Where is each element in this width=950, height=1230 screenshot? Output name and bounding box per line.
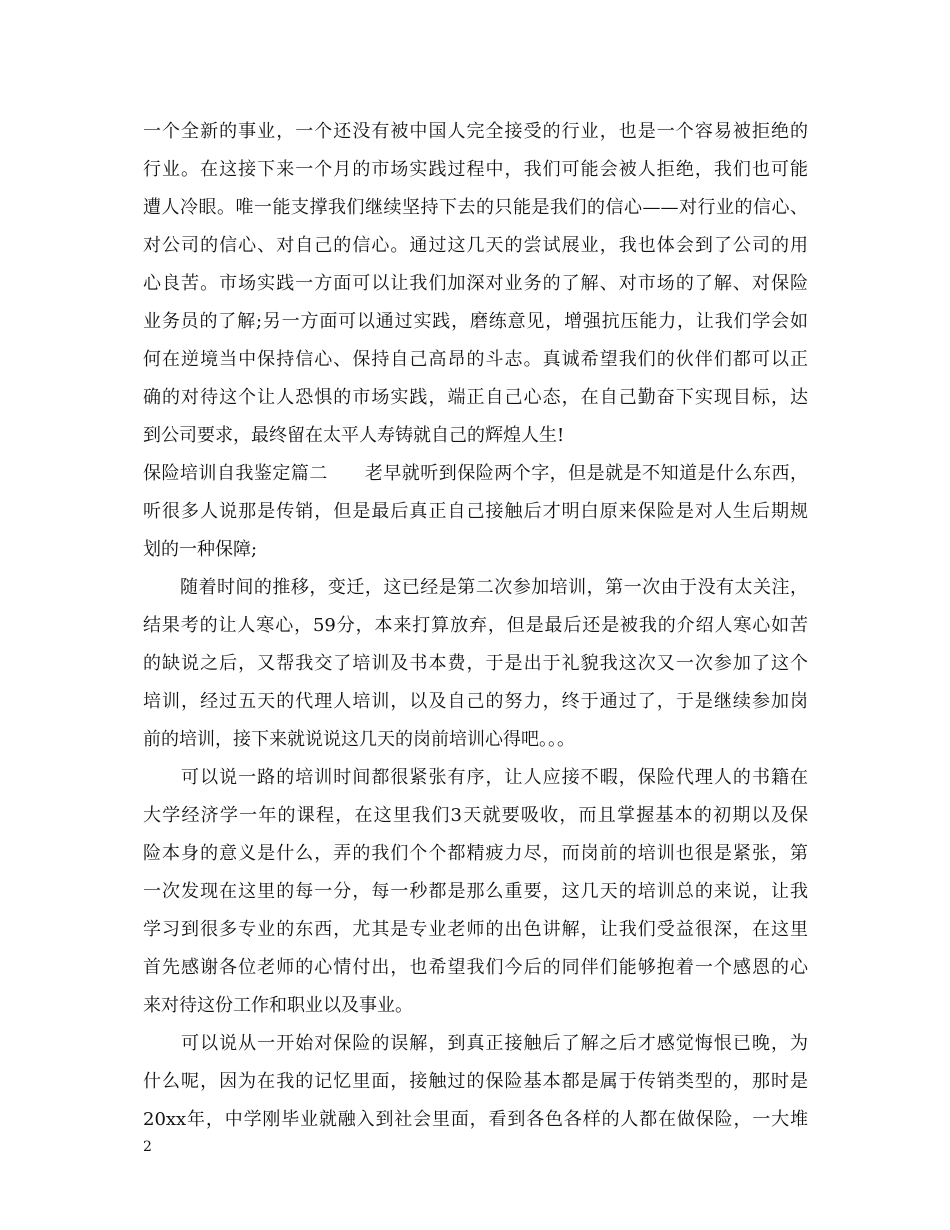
text-line: 可以说从一开始对保险的误解，到真正接触后了解之后才感觉悔恨已晚，为	[143, 1033, 808, 1054]
text-line: 首先感谢各位老师的心情付出，也希望我们今后的同伴们能够抱着一个感恩的心	[143, 957, 808, 978]
text-line: 什么呢，因为在我的记忆里面，接触过的保险基本都是属于传销类型的，那时是	[143, 1071, 808, 1092]
text-line: 划的一种保障;	[143, 539, 258, 560]
text-line: 一次发现在这里的每一分，每一秒都是那么重要，这几天的培训总的来说，让我	[143, 881, 808, 902]
text-line: 来对待这份工作和职业以及事业。	[143, 995, 413, 1016]
text-line: 确的对待这个让人恐惧的市场实践，端正自己心态，在自己勤奋下实现目标，达	[143, 387, 808, 408]
text-line: 可以说一路的培训时间都很紧张有序，让人应接不暇，保险代理人的书籍在	[143, 767, 808, 788]
text-line: 对公司的信心、对自己的信心。通过这几天的尝试展业，我也体会到了公司的用	[143, 235, 808, 256]
text-line: 何在逆境当中保持信心、保持自己高昂的斗志。真诚希望我们的伙伴们都可以正	[143, 349, 808, 370]
text-line: 听很多人说那是传销，但是最后真正自己接触后才明白原来保险是对人生后期规	[143, 501, 808, 522]
text-line: 险本身的意义是什么，弄的我们个个都精疲力尽，而岗前的培训也很是紧张，第	[143, 843, 808, 864]
text-line: 的缺说之后，又帮我交了培训及书本费，于是出于礼貌我这次又一次参加了这个	[143, 653, 808, 674]
text-line: 心良苦。市场实践一方面可以让我们加深对业务的了解、对市场的了解、对保险	[143, 273, 808, 294]
text-line: 培训，经过五天的代理人培训，以及自己的努力，终于通过了，于是继续参加岗	[143, 691, 808, 712]
text-line: 行业。在这接下来一个月的市场实践过程中，我们可能会被人拒绝，我们也可能	[143, 159, 808, 180]
text-line: 业务员的了解;另一方面可以通过实践，磨练意见，增强抗压能力，让我们学会如	[143, 311, 808, 332]
text-line: 保险培训自我鉴定篇二 老早就听到保险两个字，但是就是不知道是什么东西，	[143, 463, 808, 484]
text-line: 到公司要求，最终留在太平人寿铸就自己的辉煌人生!	[143, 425, 565, 446]
text-line: 结果考的让人寒心，59分，本来打算放弃，但是最后还是被我的介绍人寒心如苦	[143, 615, 808, 636]
text-line: 一个全新的事业，一个还没有被中国人完全接受的行业，也是一个容易被拒绝的	[143, 121, 808, 142]
text-line: 遭人冷眼。唯一能支撑我们继续坚持下去的只能是我们的信心——对行业的信心、	[143, 197, 808, 218]
text-line: 前的培训，接下来就说说这几天的岗前培训心得吧。。。	[143, 729, 575, 750]
text-line: 学习到很多专业的东西，尤其是专业老师的出色讲解，让我们受益很深，在这里	[143, 919, 808, 940]
text-line: 大学经济学一年的课程，在这里我们3天就要吸收，而且掌握基本的初期以及保	[143, 805, 808, 826]
text-line: 随着时间的推移，变迁，这已经是第二次参加培训，第一次由于没有太关注，	[143, 577, 808, 598]
text-line: 20xx年，中学刚毕业就融入到社会里面，看到各色各样的人都在做保险，一大堆	[143, 1109, 808, 1130]
document-body	[143, 113, 808, 1139]
page-number: 2	[143, 1139, 152, 1155]
